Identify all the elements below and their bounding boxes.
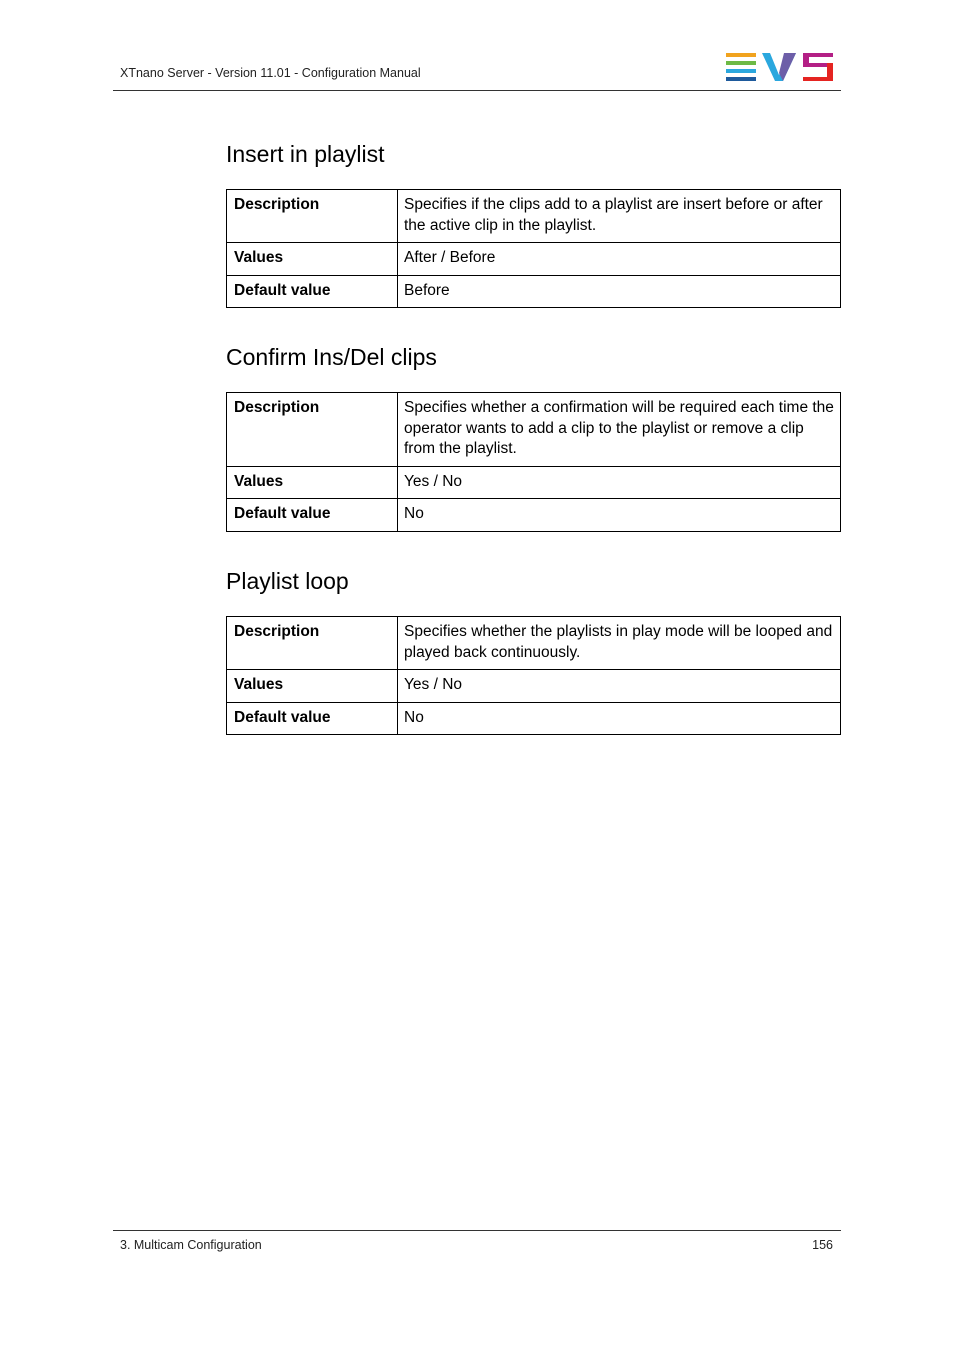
row-value: No (398, 499, 841, 532)
section-title-confirm-ins-del-clips: Confirm Ins/Del clips (226, 344, 437, 370)
row-value: Before (398, 275, 841, 308)
row-value: Yes / No (398, 670, 841, 703)
row-value: Specifies whether a confirmation will be required each time the operator wants to add a clip to the playlist or remove a clip from the playlist. (398, 393, 841, 467)
table-row (227, 393, 841, 467)
header-divider (113, 90, 841, 91)
row-key: Description (227, 617, 398, 670)
table-row (227, 670, 841, 703)
running-header: XTnano Server - Version 11.01 - Configuration Manual (120, 66, 421, 80)
property-table-confirm-ins-del-clips (226, 392, 841, 532)
property-table-insert-in-playlist (226, 189, 841, 308)
row-key: Default value (227, 702, 398, 735)
row-key: Default value (227, 275, 398, 308)
row-key: Values (227, 243, 398, 276)
row-key: Values (227, 670, 398, 703)
row-key: Default value (227, 499, 398, 532)
table-row (227, 702, 841, 735)
section-title-insert-in-playlist: Insert in playlist (226, 141, 385, 167)
table-row (227, 466, 841, 499)
footer-divider (113, 1230, 841, 1231)
page-number: 156 (812, 1238, 833, 1252)
section-title-playlist-loop: Playlist loop (226, 568, 349, 594)
row-value: Specifies if the clips add to a playlist are insert before or after the active clip in the playlist. (398, 190, 841, 243)
row-key: Description (227, 190, 398, 243)
row-key: Description (227, 393, 398, 467)
table-row (227, 243, 841, 276)
table-row (227, 617, 841, 670)
table-row (227, 275, 841, 308)
row-value: No (398, 702, 841, 735)
row-key: Values (227, 466, 398, 499)
footer-chapter: 3. Multicam Configuration (120, 1238, 262, 1252)
table-row (227, 190, 841, 243)
row-value: Specifies whether the playlists in play mode will be looped and played back continuously. (398, 617, 841, 670)
property-table-playlist-loop (226, 616, 841, 735)
row-value: Yes / No (398, 466, 841, 499)
table-row (227, 499, 841, 532)
row-value: After / Before (398, 243, 841, 276)
evs-logo (726, 53, 834, 81)
